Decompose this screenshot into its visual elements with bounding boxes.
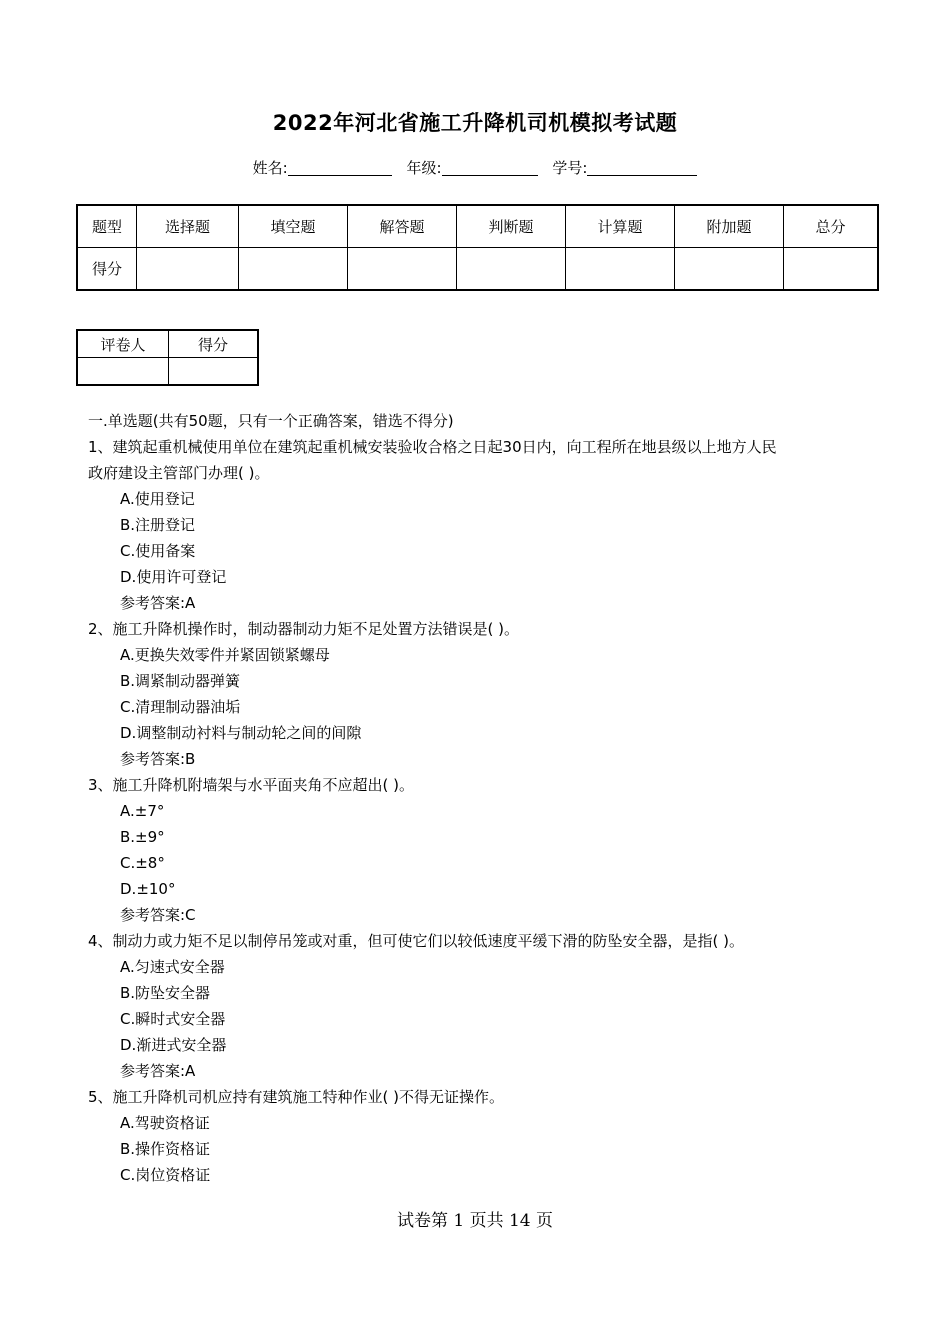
score-cell: [137, 248, 239, 291]
score-header-cell: 解答题: [348, 205, 457, 248]
score-table-header-row: [77, 205, 878, 248]
id-label: 学号:: [552, 159, 588, 177]
score-table-score-row: [77, 248, 878, 291]
score-cell: [457, 248, 566, 291]
score-header-cell: 附加题: [675, 205, 784, 248]
grader-header-cell: 得分: [169, 330, 259, 358]
answer-option: B.±9°: [120, 828, 165, 846]
answer-option: D.调整制动衬料与制动轮之间的间隙: [120, 724, 362, 742]
score-header-cell: 判断题: [457, 205, 566, 248]
answer-option: D.使用许可登记: [120, 568, 227, 586]
grader-header-cell: 评卷人: [77, 330, 169, 358]
student-info: [0, 157, 950, 178]
score-cell: [784, 248, 879, 291]
answer-option: B.注册登记: [120, 516, 196, 534]
answer-option: D.渐进式安全器: [120, 1036, 227, 1054]
score-header-cell: 填空题: [239, 205, 348, 248]
answer-option: B.防坠安全器: [120, 984, 211, 1002]
score-header-cell: 总分: [784, 205, 879, 248]
answer-option: A.驾驶资格证: [120, 1114, 210, 1132]
score-header-cell: 选择题: [137, 205, 239, 248]
answer-option: C.清理制动器油垢: [120, 698, 241, 716]
score-cell: [566, 248, 675, 291]
id-blank: [587, 159, 697, 176]
grader-blank-row: [77, 358, 258, 386]
score-header-cell: 题型: [77, 205, 137, 248]
name-label: 姓名:: [252, 159, 288, 177]
page-footer: 试卷第 1 页共 14 页: [396, 1211, 554, 1231]
section-heading: 一.单选题(共有50题，只有一个正确答案，错选不得分): [88, 412, 454, 430]
question-stem: 政府建设主管部门办理( )。: [88, 464, 270, 482]
question-stem: 4、制动力或力矩不足以制停吊笼或对重，但可使它们以较低速度平缓下滑的防坠安全器，是指( )。: [88, 932, 745, 950]
answer-option: B.操作资格证: [120, 1140, 211, 1158]
question-stem: 2、施工升降机操作时，制动器制动力矩不足处置方法错误是( )。: [88, 620, 520, 638]
reference-answer: 参考答案:B: [120, 750, 196, 768]
reference-answer: 参考答案:C: [120, 906, 196, 924]
answer-option: C.岗位资格证: [120, 1166, 211, 1184]
score-header-cell: 计算题: [566, 205, 675, 248]
question-stem: 1、建筑起重机械使用单位在建筑起重机械安装验收合格之日起30日内，向工程所在地县级以上地方人民: [88, 438, 777, 456]
score-row-label: 得分: [77, 248, 137, 291]
score-cell: [675, 248, 784, 291]
answer-option: A.±7°: [120, 802, 165, 820]
score-cell: [348, 248, 457, 291]
question-stem: 5、施工升降机司机应持有建筑施工特种作业( )不得无证操作。: [88, 1088, 505, 1106]
grader-cell: [169, 358, 259, 386]
grader-table: [76, 329, 259, 386]
answer-option: C.瞬时式安全器: [120, 1010, 226, 1028]
grader-cell: [77, 358, 169, 386]
reference-answer: 参考答案:A: [120, 1062, 196, 1080]
grade-blank: [442, 159, 538, 176]
answer-option: C.使用备案: [120, 542, 196, 560]
reference-answer: 参考答案:A: [120, 594, 196, 612]
answer-option: B.调紧制动器弹簧: [120, 672, 241, 690]
score-cell: [239, 248, 348, 291]
question-list: [88, 408, 880, 1188]
answer-option: A.使用登记: [120, 490, 195, 508]
name-blank: [288, 159, 392, 176]
grade-label: 年级:: [406, 159, 442, 177]
exam-title: 2022年河北省施工升降机司机模拟考试题: [272, 111, 678, 135]
answer-option: A.更换失效零件并紧固锁紧螺母: [120, 646, 330, 664]
answer-option: C.±8°: [120, 854, 165, 872]
score-table: [76, 204, 879, 291]
question-stem: 3、施工升降机附墙架与水平面夹角不应超出( )。: [88, 776, 415, 794]
grader-header-row: [77, 330, 258, 358]
answer-option: D.±10°: [120, 880, 176, 898]
answer-option: A.匀速式安全器: [120, 958, 225, 976]
